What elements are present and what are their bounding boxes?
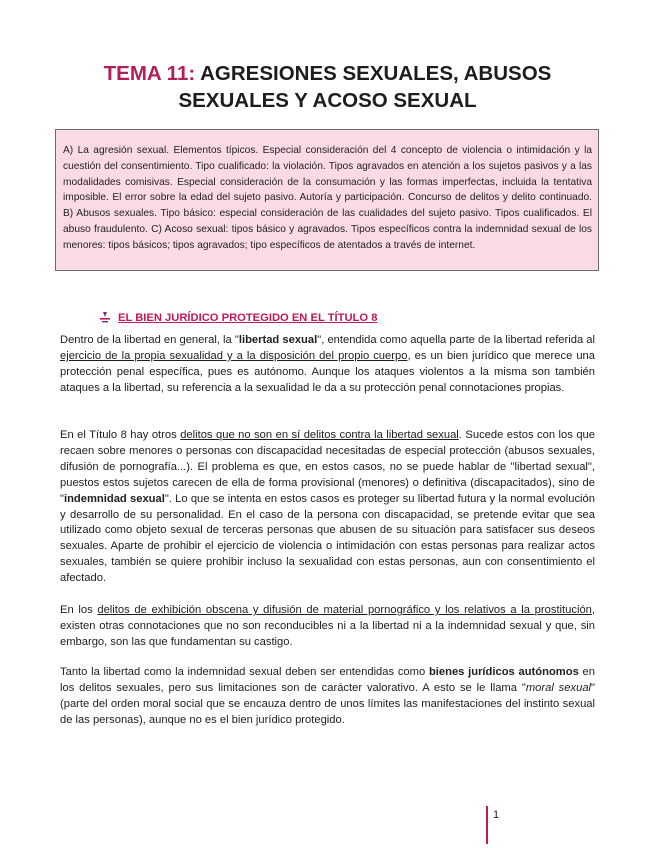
paragraph-3: En los delitos de exhibición obscena y difusión de material pornográfico y los relativos a la prostitución, existen otras connotaciones que no son reconducibles ni a la libertad ni a la indemnidad sexual y que, sin embargo, son las que fundamentan su castigo. <box>60 604 596 648</box>
page-title <box>40 60 615 114</box>
title-text-line1: AGRESIONES SEXUALES, ABUSOS <box>200 62 552 85</box>
summary-box: A) La agresión sexual. Elementos típicos. Especial consideración del 4 concepto de violencia o intimidación y la cuestión del consentimiento. Tipo cualificado: la violación. Tipos agravados en atención a los sujetos pasivos y a las modalidades comisivas. Especial consideración de la consumación y las formas imperfectas, incluida la tentativa imposible. El error sobre la edad del sujeto pasivo. Autoría y participación. Concurso de delitos y delito continuado. B) Abusos sexuales. Tipo básico: especial consideración de las cualidades del sujeto pasivo. Tipos cualificados. El abuso fraudulento. C) Acoso sexual: tipos básico y agravados. Tipos específicos contra la indemnidad sexual de los menores: tipos básicos; tipos agravados; tipo específicos de atentados a través de internet. <box>55 129 599 271</box>
section-heading: EL BIEN JURÍDICO PROTEGIDO EN EL TÍTULO 8 <box>118 312 378 324</box>
page-number-rule <box>486 806 488 844</box>
title-number: TEMA 11: <box>103 62 196 85</box>
title-text-line2: SEXUALES Y ACOSO SEXUAL <box>178 89 477 112</box>
paragraph-2: En el Título 8 hay otros delitos que no son en sí delitos contra la libertad sexual. Sucede estos con los que recaen sobre menores o personas con discapacidad necesitadas de especial protección (abusos sexuales, difusión de pornografía...). El problema es que, en estos casos, no se puede hablar de "libertad sexual", puestos estos sujetos carecen de ella de forma provisional (menores) o definitiva (discapacitados), sino de "indemnidad sexual". Lo que se intenta en estos casos es proteger su libertad futura y la normal evolución y desarrollo de su personalidad. En el caso de la persona con discapacidad, se pretende evitar que sea utilizado como objeto sexual de terceras personas que abusen de su situación para satisfacer sus deseos sexuales. Aparte de prohibir el ejercicio de violencia o intimidación con estas personas para realizar actos sexuales, también se quiere prohibir incluso la sexualidad con estas personas, aun con consentimiento el afectado. <box>60 429 595 585</box>
arrow-bullet-icon <box>100 311 110 323</box>
paragraph-1: Dentro de la libertad en general, la "libertad sexual", entendida como aquella parte de la libertad referida al ejercicio de la propia sexualidad y a la disposición del propio cuerpo, es un bien jurídico que merece una protección penal específica, pues es autónomo. Aunque los ataques violentos a la misma son también ataques a la libertad, su referencia a la sexualidad le da a su protección penal connotaciones propias. <box>60 334 596 394</box>
page-number: 1 <box>493 809 500 821</box>
paragraph-4: Tanto la libertad como la indemnidad sexual deben ser entendidas como bienes jurídicos autónomos en los delitos sexuales, pero sus limitaciones son de carácter valorativo. A esto se le llama "moral sexual" (parte del orden moral social que se encauza dentro de unos límites las manifestaciones del instinto sexual de las personas), aunque no es el bien jurídico protegido. <box>60 666 596 726</box>
